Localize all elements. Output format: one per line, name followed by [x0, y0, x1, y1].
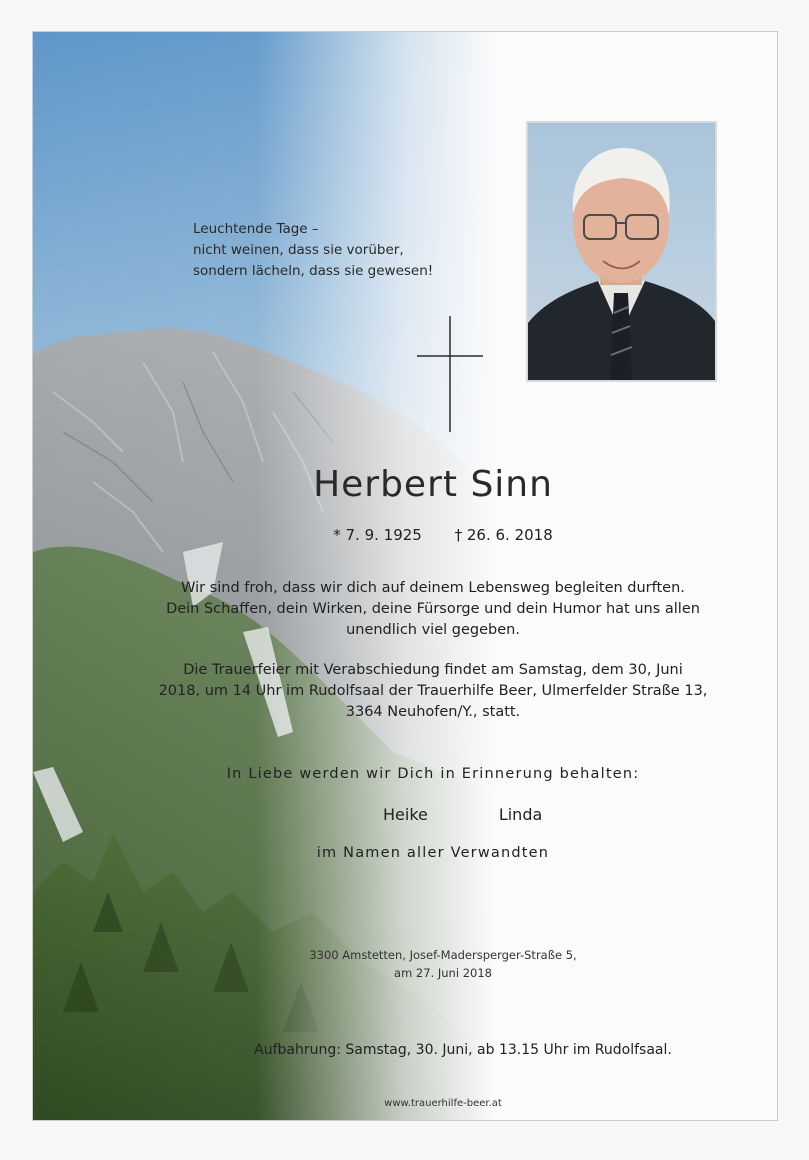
- motto-line: sondern lächeln, dass sie gewesen!: [193, 263, 434, 279]
- message-line: Dein Schaffen, dein Wirken, deine Fürsorge und dein Humor hat uns allen: [166, 601, 700, 617]
- portrait-photo: [526, 121, 717, 382]
- message-line: Wir sind froh, dass wir dich auf deinem Lebensweg begleiten durften.: [181, 580, 685, 596]
- viewing-info: Aufbahrung: Samstag, 30. Juni, ab 13.15 Uhr im Rudolfsaal.: [254, 1042, 672, 1058]
- relatives-line: im Namen aller Verwandten: [316, 845, 550, 861]
- mourner-name: Linda: [498, 805, 543, 824]
- motto-verse: [193, 219, 433, 282]
- message-line: unendlich viel gegeben.: [346, 622, 520, 638]
- farewell-message: [153, 578, 713, 641]
- ceremony-info: [153, 660, 713, 723]
- cross-icon: [417, 316, 483, 432]
- death-date: † 26. 6. 2018: [454, 526, 553, 544]
- motto-line: Leuchtende Tage –: [193, 221, 319, 237]
- mourner-name: Heike: [383, 805, 428, 824]
- ceremony-line: Die Trauerfeier mit Verabschiedung findet am Samstag, dem 30, Juni: [183, 662, 683, 678]
- address-line: 3300 Amstetten, Josef-Madersperger-Straße 5,: [309, 948, 577, 962]
- life-dates: [293, 526, 593, 544]
- deceased-name: Herbert Sinn: [313, 464, 553, 505]
- mourners-list: [333, 805, 593, 824]
- closing-line: In Liebe werden wir Dich in Erinnerung behalten:: [226, 766, 640, 782]
- ceremony-line: 2018, um 14 Uhr im Rudolfsaal der Trauerhilfe Beer, Ulmerfelder Straße 13,: [158, 683, 708, 699]
- place-and-date: [233, 946, 653, 982]
- motto-line: nicht weinen, dass sie vorüber,: [193, 242, 404, 258]
- birth-date: * 7. 9. 1925: [333, 526, 422, 544]
- website-link[interactable]: www.trauerhilfe-beer.at: [384, 1098, 502, 1109]
- parte-frame: [32, 31, 778, 1121]
- date-line: am 27. Juni 2018: [394, 966, 492, 980]
- ceremony-line: 3364 Neuhofen/Y., statt.: [345, 704, 521, 720]
